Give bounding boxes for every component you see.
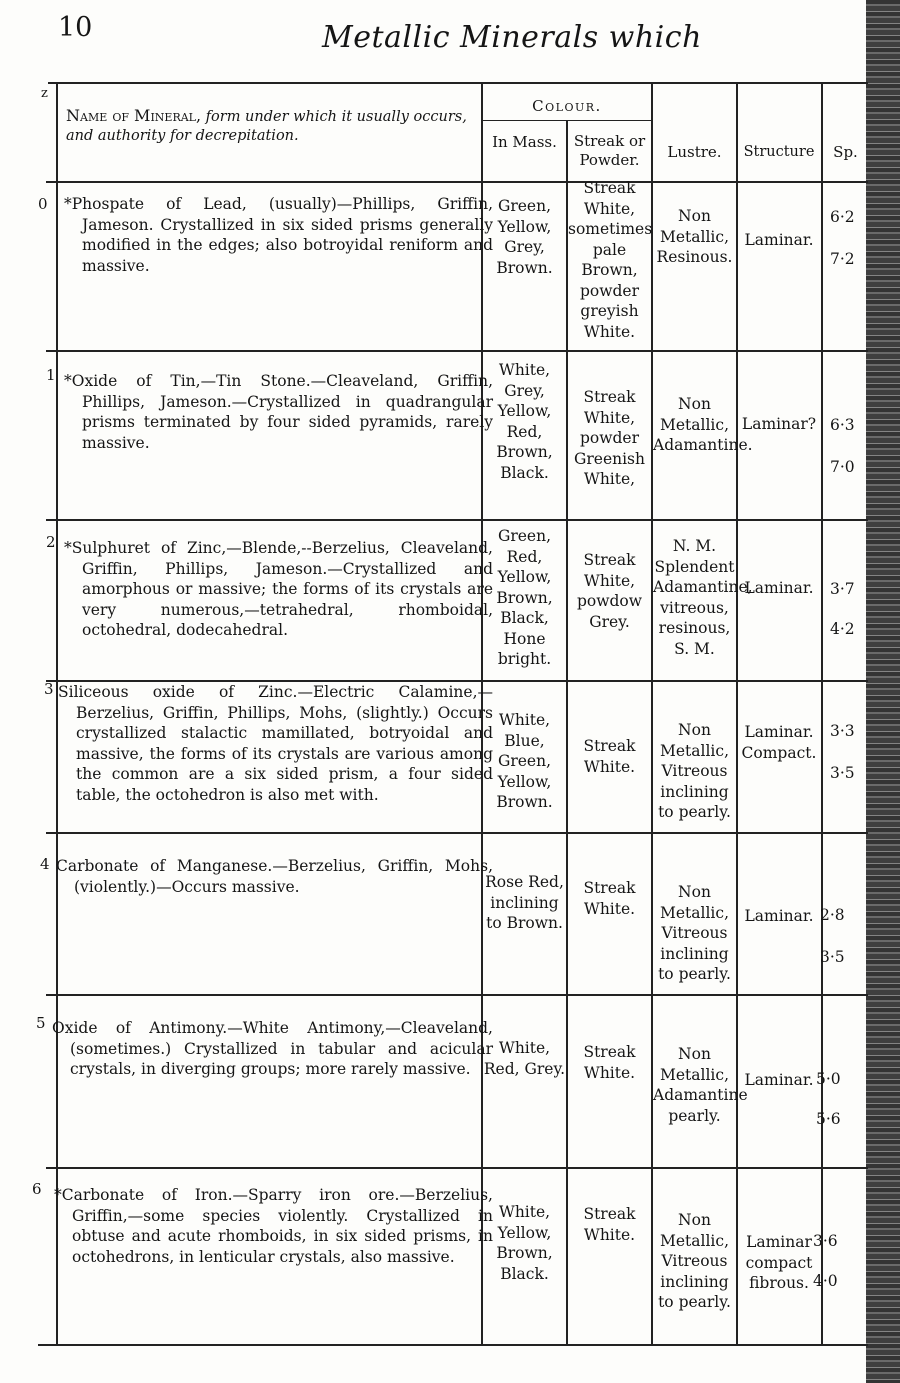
row-lustre: Non Metallic, Vitreous inclining to pearly. — [658, 721, 731, 821]
running-head: Metallic Minerals which — [322, 20, 702, 55]
row-in-mass: White, Red, Grey. — [483, 1039, 566, 1078]
page-number: 10 — [58, 12, 93, 43]
row-sp-high: 4·2 — [830, 620, 855, 638]
row-description: *Carbonate of Iron.—Sparry iron ore.—Berzelius, Griffin,—some species violently. Crystallized in obtuse and acute rhomboids, in six sided prisms, in octohedrons, in lenticular crystals, also massive. — [54, 1186, 493, 1266]
row-lustre: Non Metallic, Resinous. — [656, 207, 733, 266]
row-sp-high: 4·0 — [813, 1272, 838, 1290]
header-structure: Structure — [743, 144, 815, 160]
row-streak: Streak White. — [583, 879, 636, 918]
row-sp-low: 6·2 — [830, 208, 855, 226]
row-lustre: Non Metallic, Vitreous inclining to pearly. — [658, 883, 731, 983]
row-number: 1 — [46, 366, 56, 384]
header-name-lead: Name of Mineral, — [66, 106, 202, 125]
row-in-mass: Rose Red, inclining to Brown. — [485, 873, 564, 932]
row-number: 5 — [36, 1014, 46, 1032]
row-sp-high: 3·5 — [820, 948, 845, 966]
row-in-mass: White, Grey, Yellow, Red, Brown, Black. — [496, 361, 553, 482]
row-sp-low: 2·8 — [820, 906, 845, 924]
header-streak: Streak or Powder. — [573, 132, 646, 169]
row-in-mass: White, Yellow, Brown, Black. — [496, 1203, 553, 1283]
row-number: 0 — [38, 195, 48, 213]
row-in-mass: Green, Yellow, Grey, Brown. — [496, 197, 553, 277]
row-description: *Sulphuret of Zinc,—Blende,--Berzelius, Cleaveland, Griffin, Phillips, Jameson.—Crystallized and amorphous or massive; the forms of its crystals are very numerous,—tetrahedral, rhomboidal, octohedral, dodecahedral. — [64, 539, 493, 639]
row-streak: Streak White. — [583, 1043, 636, 1082]
row-structure: Laminar. Compact. — [741, 723, 817, 762]
header-in-mass: In Mass. — [492, 133, 557, 151]
row-lustre: N. M. Splendent Adamantine, vitreous, resinous, S. M. — [653, 537, 753, 658]
row-lustre: Non Metallic, Adamantine. — [653, 395, 753, 454]
row-in-mass: White, Blue, Green, Yellow, Brown. — [496, 711, 553, 811]
header-lustre: Lustre. — [667, 143, 722, 161]
row-streak: Streak White. — [583, 1205, 636, 1244]
row-description: *Oxide of Tin,—Tin Stone.—Cleaveland, Griffin, Phillips, Jameson.—Crystallized in quadrangular prisms terminated by four sided pyramids, rarely massive. — [64, 372, 493, 452]
row-structure: Laminar. — [744, 579, 814, 597]
row-structure: Laminar. — [744, 907, 814, 925]
row-sp-high: 7·2 — [830, 250, 855, 268]
row-streak: Streak White, powder Greenish White, — [573, 388, 645, 488]
row-sp-low: 3·3 — [830, 722, 855, 740]
row-streak: Streak White. — [583, 737, 636, 776]
row-description: Carbonate of Manganese.—Berzelius, Griffin, Mohs, (violently.)—Occurs massive. — [56, 857, 493, 896]
row-description: Oxide of Antimony.—White Antimony,—Cleaveland, (sometimes.) Crystallized in tabular and acicular crystals, in diverging groups; more rarely massive. — [52, 1019, 493, 1078]
row-sp-high: 7·0 — [830, 458, 855, 476]
header-colour-group: Colour. — [532, 97, 602, 115]
row-structure: Laminar? — [741, 415, 817, 433]
row-sp-low: 3·6 — [813, 1232, 838, 1250]
row-lustre: Non Metallic, Vitreous inclining to pearly. — [658, 1211, 731, 1311]
row-sp-low: 3·7 — [830, 580, 855, 598]
row-in-mass: Green, Red, Yellow, Brown, Black, Hone bright. — [496, 527, 553, 668]
row-number: 2 — [46, 533, 56, 551]
row-lustre: Non Metallic, Adamantine pearly. — [653, 1045, 748, 1125]
page-edge-shadow — [866, 0, 900, 1383]
row-sp-low: 5·0 — [816, 1070, 841, 1088]
row-number: 4 — [40, 855, 50, 873]
minerals-table — [32, 82, 868, 1350]
row-sp-low: 6·3 — [830, 416, 855, 434]
row-sp-high: 5·6 — [816, 1110, 841, 1128]
header-name-of-mineral — [66, 106, 476, 146]
row-description: *Phospate of Lead, (usually)—Phillips, Griffin, Jameson. Crystallized in six sided prisms generally modified in the edges; also botroyidal reniform and massive. — [64, 195, 493, 275]
row-number: 3 — [44, 680, 54, 698]
row-number: 6 — [32, 1180, 42, 1198]
row-structure: Laminar. — [744, 1071, 814, 1089]
row-streak: Streak White, powdow Grey. — [576, 551, 643, 631]
row-description: Siliceous oxide of Zinc.—Electric Calamine,—Berzelius, Griffin, Phillips, Mohs, (slightly.) Occurs crystallized stalactic mamillated, botryoidal and massive, the forms of its crystals are various among the common are a six sided prism, a four sided table, the octohedron is also met with. — [58, 683, 493, 804]
row-streak: Streak White, sometimes pale Brown, powder greyish White. — [568, 179, 653, 341]
header-sp: Sp. — [833, 143, 858, 161]
header-name-rest: form under which it usually occurs, and authority for decrepitation. — [66, 109, 467, 144]
row-structure: Laminar. — [744, 231, 814, 249]
corner-mark: z — [41, 86, 48, 101]
row-structure: Laminar compact fibrous. — [745, 1233, 813, 1292]
row-sp-high: 3·5 — [830, 764, 855, 782]
